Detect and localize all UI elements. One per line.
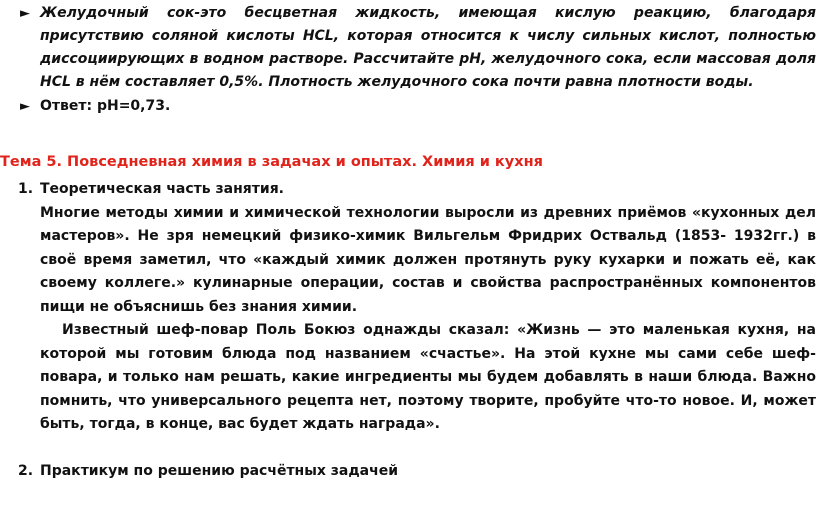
item-heading: Теоретическая часть занятия. (40, 181, 284, 197)
theory-paragraph-2: Известный шеф-повар Поль Бокюз однажды сказал: «Жизнь — это маленькая кухня, на которой мы готовим блюда под названием «счастье». На этой кухне мы сами себе шеф-повара, и только нам решать, какие ингредиенты мы будем добавлять в наши блюда. Важно помнить, что универсального рецепта нет, поэтому творите, пробуйте что-то новое. И, может быть, тогда, в конце, вас будет ждать награда». (40, 322, 816, 432)
list-item-practice (18, 460, 816, 484)
triangle-bullet-icon: ► (20, 99, 30, 114)
item-number: 2. (18, 463, 34, 479)
triangle-bullet-icon: ► (20, 6, 30, 21)
answer-text: Ответ: рН=0,73. (40, 98, 171, 114)
topic-title: Тема 5. Повседневная химия в задачах и опытах. Химия и кухня (0, 154, 543, 170)
problem-text: Желудочный сок-это бесцветная жидкость, имеющая кислую реакцию, благодаря присутствию соляной кислоты HCL, которая относится к числу сильных кислот, полностью диссоциирующих в водном растворе. Рассчитайте рН, желудочного сока, если массовая доля HCL в нём составляет 0,5%. Плотность желудочного сока почти равна плотности воды. (40, 5, 816, 90)
answer-bullet-item (20, 95, 816, 118)
item-heading: Практикум по решению расчётных задачей (40, 463, 399, 479)
list-item-theory (18, 178, 816, 437)
theory-paragraph-1: Многие методы химии и химической технологии выросли из древних приёмов «кухонных дел мастеров». Не зря немецкий физико-химик Вильгельм Фридрих Оствальд (1853- 1932гг.) в своё время заметил, что «каждый химик должен протянуть руку кухарки и пожать её, как своему коллеге.» кулинарные операции, состав и свойства распространённых компонентов пищи не объяснишь без знания химии. (40, 204, 816, 315)
problem-bullet-item (20, 2, 816, 94)
item-number: 1. (18, 181, 34, 197)
